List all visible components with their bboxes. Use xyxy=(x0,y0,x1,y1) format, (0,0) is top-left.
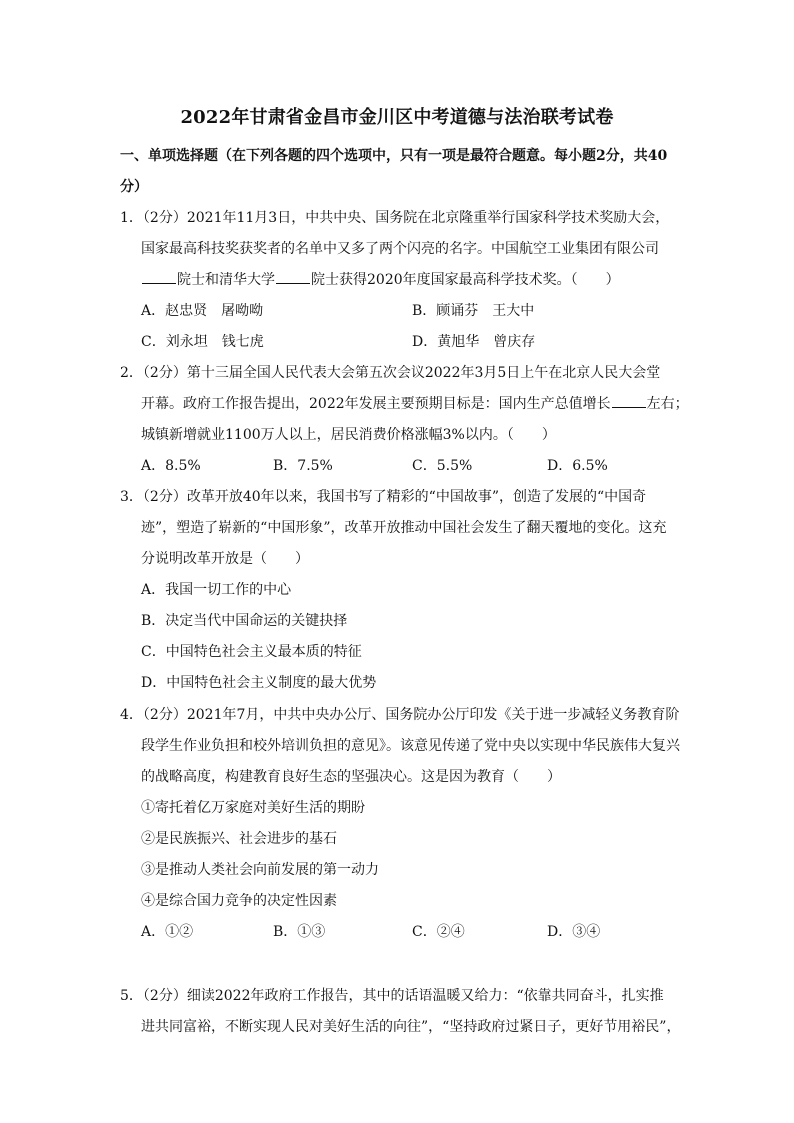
option-d[interactable]: D．③④ xyxy=(547,924,601,940)
option-c[interactable]: C．②④ xyxy=(412,924,465,940)
question-2-line-2: 开幕。政府工作报告提出，2022年发展主要预期目标是：国内生产总值增长 左右； xyxy=(120,389,690,420)
question-2-line-1: 2．（2分）第十三届全国人民代表大会第五次会议2022年3月5日上午在北京人民大会堂 xyxy=(120,365,661,381)
statement-4: ④是综合国力竞争的决定性因素 xyxy=(141,893,337,909)
question-1-options-row-1 xyxy=(120,296,690,327)
question-4-options xyxy=(120,917,690,948)
option-b[interactable]: B．决定当代中国命运的关键抉择 xyxy=(141,613,348,629)
statement-1: ①寄托着亿万家庭对美好生活的期盼 xyxy=(141,800,365,816)
statement-3: ③是推动人类社会向前发展的第一动力 xyxy=(141,862,379,878)
question-5-line-2: 进共同富裕，不断实现人民对美好生活的向往”，“坚持政府过紧日子，更好节用裕民”， xyxy=(141,1019,681,1035)
statement-2: ②是民族振兴、社会进步的基石 xyxy=(141,831,337,847)
option-b[interactable]: B．7.5% xyxy=(273,458,333,474)
question-4-line-2: 段学生作业负担和校外培训负担的意见》。该意见传递了党中央以实现中华民族伟大复兴 xyxy=(141,738,680,754)
question-5 xyxy=(120,981,690,1043)
option-a[interactable]: A．8.5% xyxy=(141,458,201,474)
question-2-options xyxy=(120,451,690,482)
option-b[interactable]: B．顾诵芬 王大中 xyxy=(412,303,535,319)
question-3-line-1: 3．（2分）改革开放40年以来，我国书写了精彩的“中国故事”，创造了发展的“中国奇 xyxy=(120,489,647,505)
question-3-line-3: 分说明改革开放是（ ） xyxy=(141,551,309,567)
option-b[interactable]: B．①③ xyxy=(273,924,326,940)
answer-blank xyxy=(612,392,646,408)
option-d[interactable]: D．中国特色社会主义制度的最大优势 xyxy=(141,675,377,691)
option-a[interactable]: A．我国一切工作的中心 xyxy=(141,582,292,598)
question-2 xyxy=(120,358,690,482)
option-c[interactable]: C．刘永坦 钱七虎 xyxy=(141,334,264,350)
section-heading-line-2: 分） xyxy=(120,179,148,195)
exam-title: 2022年甘肃省金昌市金川区中考道德与法治联考试卷 xyxy=(180,107,614,128)
question-1-options-row-2 xyxy=(120,327,690,358)
question-1-line-2: 国家最高科技奖获奖者的名单中又多了两个闪亮的名字。中国航空工业集团有限公司 xyxy=(141,241,659,257)
question-3 xyxy=(120,482,690,699)
option-a[interactable]: A．赵忠贤 屠呦呦 xyxy=(141,303,264,319)
option-a[interactable]: A．①② xyxy=(141,924,194,940)
question-4 xyxy=(120,700,690,948)
answer-blank xyxy=(276,268,310,284)
question-4-line-1: 4．（2分）2021年7月，中共中央办公厅、国务院办公厅印发《关于进一步减轻义务教育阶 xyxy=(120,707,680,723)
option-c[interactable]: C．中国特色社会主义最本质的特征 xyxy=(141,644,362,660)
question-1 xyxy=(120,203,690,358)
section-heading xyxy=(120,141,680,203)
option-d[interactable]: D．黄旭华 曾庆存 xyxy=(412,334,536,350)
question-3-line-2: 迹”，塑造了崭新的“中国形象”，改革开放推动中国社会发生了翻天覆地的变化。这充 xyxy=(141,520,667,536)
option-c[interactable]: C．5.5% xyxy=(412,458,473,474)
option-d[interactable]: D．6.5% xyxy=(547,458,608,474)
question-4-line-3: 的战略高度，构建教育良好生态的坚强决心。这是因为教育（ ） xyxy=(141,769,561,785)
answer-blank xyxy=(142,268,176,284)
question-5-line-1: 5．（2分）细读2022年政府工作报告，其中的话语温暖又给力：“依靠共同奋斗，扎实推 xyxy=(120,988,664,1004)
question-1-line-3: 院士和清华大学 院士获得2020年度国家最高科学技术奖。（ ） xyxy=(120,265,690,296)
section-heading-line-1: 一、单项选择题（在下列各题的四个选项中，只有一项是最符合题意。每小题2分，共40 xyxy=(120,148,668,164)
question-2-line-3: 城镇新增就业1100万人以上，居民消费价格涨幅3%以内。（ ） xyxy=(141,427,556,443)
question-1-line-1: 1．（2分）2021年11月3日，中共中央、国务院在北京隆重举行国家科学技术奖励大会， xyxy=(120,210,670,226)
